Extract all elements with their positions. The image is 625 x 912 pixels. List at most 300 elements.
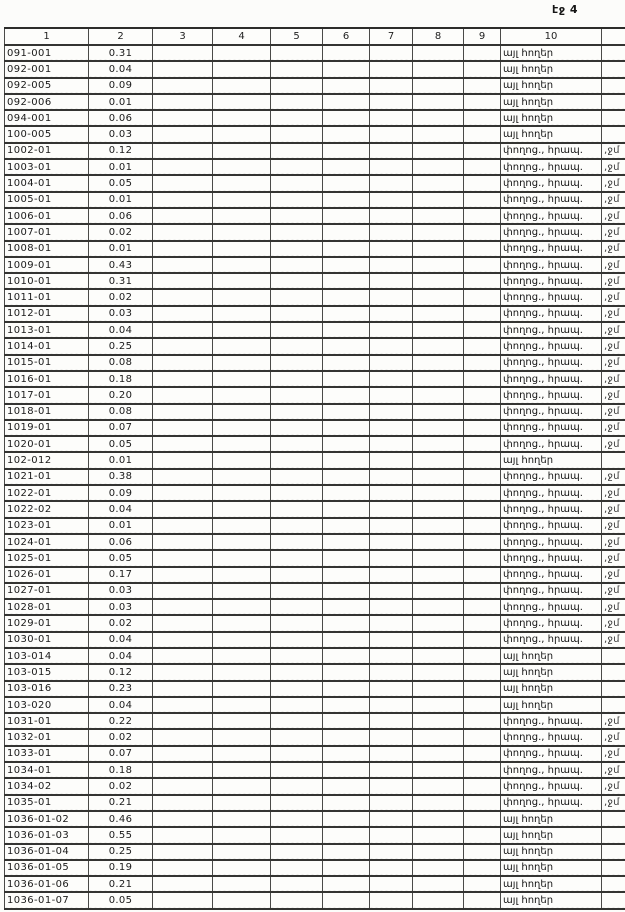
empty-cell (213, 795, 271, 811)
margin-note: ,ջմ (602, 501, 625, 517)
area-value-cell: 0.04 (89, 501, 153, 517)
empty-cell (370, 273, 413, 289)
land-use-cell: փողոց., հրապ. (501, 713, 602, 729)
empty-cell (370, 876, 413, 892)
margin-note: ,ջմ (602, 436, 625, 452)
empty-cell (413, 860, 464, 876)
empty-cell (153, 306, 213, 322)
empty-cell (153, 371, 213, 387)
empty-cell (323, 567, 370, 583)
empty-cell (323, 322, 370, 338)
empty-cell (413, 387, 464, 403)
empty-cell (413, 501, 464, 517)
empty-cell (213, 583, 271, 599)
empty-cell (464, 355, 501, 371)
margin-note: ,ջմ (602, 387, 625, 403)
area-value-cell: 0.03 (89, 599, 153, 615)
empty-cell (271, 615, 323, 631)
empty-cell (271, 143, 323, 159)
empty-cell (323, 681, 370, 697)
empty-cell (153, 501, 213, 517)
empty-cell (213, 110, 271, 126)
empty-cell (213, 338, 271, 354)
empty-cell (413, 289, 464, 305)
table-row (5, 420, 625, 436)
empty-cell (213, 404, 271, 420)
margin-note (602, 827, 625, 843)
empty-cell (271, 273, 323, 289)
empty-cell (271, 241, 323, 257)
empty-cell (413, 550, 464, 566)
empty-cell (213, 387, 271, 403)
empty-cell (153, 192, 213, 208)
empty-cell (413, 159, 464, 175)
area-value-cell: 0.21 (89, 795, 153, 811)
empty-cell (271, 452, 323, 468)
empty-cell (213, 860, 271, 876)
empty-cell (413, 567, 464, 583)
area-value-cell: 0.07 (89, 746, 153, 762)
empty-cell (153, 827, 213, 843)
land-use-cell: այլ հողեր (501, 664, 602, 680)
table-row (5, 632, 625, 648)
empty-cell (370, 681, 413, 697)
area-value-cell: 0.01 (89, 94, 153, 110)
margin-note (602, 452, 625, 468)
empty-cell (370, 126, 413, 142)
empty-cell (323, 143, 370, 159)
parcel-code-cell: 1020-01 (5, 436, 89, 452)
empty-cell (413, 306, 464, 322)
empty-cell (271, 322, 323, 338)
land-use-cell: փողոց., հրապ. (501, 469, 602, 485)
parcel-code-cell: 1035-01 (5, 795, 89, 811)
empty-cell (370, 811, 413, 827)
area-value-cell: 0.06 (89, 534, 153, 550)
empty-cell (413, 45, 464, 61)
land-use-cell: այլ հողեր (501, 811, 602, 827)
empty-cell (323, 126, 370, 142)
empty-cell (464, 224, 501, 240)
margin-note: ,ջմ (602, 518, 625, 534)
empty-cell (370, 338, 413, 354)
empty-cell (464, 322, 501, 338)
empty-cell (153, 567, 213, 583)
empty-cell (213, 257, 271, 273)
area-value-cell: 0.31 (89, 45, 153, 61)
empty-cell (370, 648, 413, 664)
empty-cell (464, 729, 501, 745)
margin-note: ,ջմ (602, 567, 625, 583)
empty-cell (213, 420, 271, 436)
empty-cell (271, 485, 323, 501)
empty-cell (213, 681, 271, 697)
empty-cell (323, 844, 370, 860)
margin-note (602, 110, 625, 126)
empty-cell (153, 892, 213, 908)
land-use-cell: փողոց., հրապ. (501, 615, 602, 631)
empty-cell (370, 632, 413, 648)
land-use-cell: այլ հողեր (501, 94, 602, 110)
empty-cell (271, 599, 323, 615)
empty-cell (464, 583, 501, 599)
empty-cell (323, 110, 370, 126)
empty-cell (271, 632, 323, 648)
parcel-code-cell: 103-014 (5, 648, 89, 664)
land-use-cell: այլ հողեր (501, 45, 602, 61)
empty-cell (323, 892, 370, 908)
empty-cell (464, 420, 501, 436)
empty-cell (413, 371, 464, 387)
empty-cell (370, 306, 413, 322)
empty-cell (323, 45, 370, 61)
empty-cell (271, 257, 323, 273)
empty-cell (464, 452, 501, 468)
empty-cell (370, 175, 413, 191)
table-row (5, 746, 625, 762)
parcel-code-cell: 1002-01 (5, 143, 89, 159)
parcel-code-cell: 1012-01 (5, 306, 89, 322)
column-header-5: 5 (271, 28, 323, 45)
parcel-code-cell: 092-006 (5, 94, 89, 110)
parcel-code-cell: 103-016 (5, 681, 89, 697)
margin-note: ,ջմ (602, 273, 625, 289)
parcel-code-cell: 091-001 (5, 45, 89, 61)
empty-cell (153, 208, 213, 224)
table-row (5, 371, 625, 387)
empty-cell (213, 452, 271, 468)
empty-cell (153, 452, 213, 468)
parcel-code-cell: 103-015 (5, 664, 89, 680)
empty-cell (413, 615, 464, 631)
empty-cell (464, 338, 501, 354)
area-value-cell: 0.02 (89, 289, 153, 305)
empty-cell (153, 664, 213, 680)
parcel-code-cell: 092-005 (5, 78, 89, 94)
empty-cell (323, 289, 370, 305)
empty-cell (153, 795, 213, 811)
empty-cell (370, 664, 413, 680)
empty-cell (271, 713, 323, 729)
empty-cell (271, 126, 323, 142)
empty-cell (271, 892, 323, 908)
empty-cell (370, 322, 413, 338)
empty-cell (153, 811, 213, 827)
area-value-cell: 0.01 (89, 452, 153, 468)
area-value-cell: 0.04 (89, 322, 153, 338)
empty-cell (370, 159, 413, 175)
empty-cell (153, 583, 213, 599)
land-use-cell: այլ հողեր (501, 648, 602, 664)
table-row (5, 159, 625, 175)
parcel-code-cell: 1013-01 (5, 322, 89, 338)
area-value-cell: 0.22 (89, 713, 153, 729)
empty-cell (271, 404, 323, 420)
parcel-code-cell: 1036-01-06 (5, 876, 89, 892)
parcel-code-cell: 1017-01 (5, 387, 89, 403)
empty-cell (153, 713, 213, 729)
empty-cell (464, 208, 501, 224)
land-use-cell: փողոց., հրապ. (501, 762, 602, 778)
parcel-code-cell: 102-012 (5, 452, 89, 468)
land-use-cell: փողոց., հրապ. (501, 143, 602, 159)
parcel-code-cell: 100-005 (5, 126, 89, 142)
empty-cell (153, 126, 213, 142)
empty-cell (370, 404, 413, 420)
empty-cell (323, 550, 370, 566)
empty-cell (413, 452, 464, 468)
area-value-cell: 0.03 (89, 126, 153, 142)
empty-cell (213, 599, 271, 615)
empty-cell (413, 94, 464, 110)
empty-cell (464, 273, 501, 289)
empty-cell (464, 567, 501, 583)
empty-cell (323, 257, 370, 273)
empty-cell (271, 110, 323, 126)
empty-cell (213, 78, 271, 94)
table-row (5, 778, 625, 794)
land-use-cell: փողոց., հրապ. (501, 159, 602, 175)
margin-note: ,ջմ (602, 550, 625, 566)
empty-cell (370, 485, 413, 501)
empty-cell (213, 713, 271, 729)
empty-cell (213, 844, 271, 860)
margin-note: ,ջմ (602, 257, 625, 273)
area-value-cell: 0.07 (89, 420, 153, 436)
table-row (5, 811, 625, 827)
parcel-code-cell: 094-001 (5, 110, 89, 126)
empty-cell (153, 844, 213, 860)
land-use-cell: փողոց., հրապ. (501, 518, 602, 534)
empty-cell (271, 697, 323, 713)
empty-cell (464, 681, 501, 697)
empty-cell (323, 224, 370, 240)
table-row (5, 762, 625, 778)
land-use-cell: փողոց., հրապ. (501, 583, 602, 599)
empty-cell (370, 583, 413, 599)
empty-cell (213, 697, 271, 713)
empty-cell (323, 273, 370, 289)
margin-note: ,ջմ (602, 322, 625, 338)
empty-cell (464, 648, 501, 664)
land-use-cell: փողոց., հրապ. (501, 778, 602, 794)
empty-cell (271, 648, 323, 664)
table-row (5, 795, 625, 811)
empty-cell (413, 110, 464, 126)
parcel-code-cell: 1026-01 (5, 567, 89, 583)
table-header (5, 28, 625, 45)
parcel-code-cell: 103-020 (5, 697, 89, 713)
empty-cell (153, 485, 213, 501)
empty-cell (213, 322, 271, 338)
area-value-cell: 0.05 (89, 892, 153, 908)
empty-cell (213, 664, 271, 680)
empty-cell (213, 241, 271, 257)
table-row (5, 876, 625, 892)
empty-cell (323, 534, 370, 550)
margin-note: ,ջմ (602, 420, 625, 436)
empty-cell (271, 729, 323, 745)
empty-cell (370, 241, 413, 257)
empty-cell (370, 729, 413, 745)
land-use-cell: այլ հողեր (501, 844, 602, 860)
empty-cell (213, 648, 271, 664)
land-use-cell: փողոց., հրապ. (501, 404, 602, 420)
margin-note: ,ջմ (602, 192, 625, 208)
area-value-cell: 0.18 (89, 371, 153, 387)
area-value-cell: 0.17 (89, 567, 153, 583)
empty-cell (464, 78, 501, 94)
land-use-cell: փողոց., հրապ. (501, 485, 602, 501)
empty-cell (323, 795, 370, 811)
empty-cell (153, 615, 213, 631)
empty-cell (323, 729, 370, 745)
empty-cell (413, 208, 464, 224)
empty-cell (271, 159, 323, 175)
table-row (5, 306, 625, 322)
empty-cell (323, 452, 370, 468)
parcel-code-cell: 092-001 (5, 61, 89, 77)
empty-cell (370, 257, 413, 273)
margin-note (602, 45, 625, 61)
empty-cell (153, 338, 213, 354)
empty-cell (413, 599, 464, 615)
empty-cell (153, 550, 213, 566)
land-use-cell: փողոց., հրապ. (501, 257, 602, 273)
land-use-cell: փողոց., հրապ. (501, 632, 602, 648)
area-value-cell: 0.19 (89, 860, 153, 876)
land-use-cell: այլ հողեր (501, 681, 602, 697)
area-value-cell: 0.12 (89, 143, 153, 159)
margin-note: ,ջմ (602, 599, 625, 615)
empty-cell (213, 371, 271, 387)
area-value-cell: 0.09 (89, 78, 153, 94)
empty-cell (153, 729, 213, 745)
empty-cell (370, 599, 413, 615)
land-use-cell: այլ հողեր (501, 126, 602, 142)
parcel-code-cell: 1006-01 (5, 208, 89, 224)
area-value-cell: 0.06 (89, 208, 153, 224)
parcel-code-cell: 1018-01 (5, 404, 89, 420)
table-row (5, 827, 625, 843)
empty-cell (370, 61, 413, 77)
empty-cell (153, 159, 213, 175)
empty-cell (213, 550, 271, 566)
parcel-code-cell: 1031-01 (5, 713, 89, 729)
table-row (5, 599, 625, 615)
empty-cell (271, 192, 323, 208)
parcel-code-cell: 1024-01 (5, 534, 89, 550)
column-header-10: 10 (501, 28, 602, 45)
empty-cell (213, 61, 271, 77)
empty-cell (153, 289, 213, 305)
empty-cell (464, 844, 501, 860)
empty-cell (413, 404, 464, 420)
empty-cell (153, 273, 213, 289)
area-value-cell: 0.38 (89, 469, 153, 485)
table-row (5, 729, 625, 745)
margin-note (602, 844, 625, 860)
empty-cell (464, 550, 501, 566)
area-value-cell: 0.04 (89, 61, 153, 77)
table-row (5, 192, 625, 208)
empty-cell (413, 420, 464, 436)
margin-note (602, 94, 625, 110)
margin-note: ,ջմ (602, 469, 625, 485)
parcel-code-cell: 1036-01-03 (5, 827, 89, 843)
empty-cell (413, 795, 464, 811)
empty-cell (464, 615, 501, 631)
empty-cell (323, 371, 370, 387)
empty-cell (323, 94, 370, 110)
empty-cell (153, 257, 213, 273)
empty-cell (413, 876, 464, 892)
area-value-cell: 0.06 (89, 110, 153, 126)
table-row (5, 175, 625, 191)
empty-cell (323, 175, 370, 191)
column-header-3: 3 (153, 28, 213, 45)
area-value-cell: 0.25 (89, 338, 153, 354)
empty-cell (464, 713, 501, 729)
empty-cell (370, 844, 413, 860)
parcel-code-cell: 1030-01 (5, 632, 89, 648)
parcel-code-cell: 1032-01 (5, 729, 89, 745)
land-use-cell: փողոց., հրապ. (501, 599, 602, 615)
empty-cell (370, 355, 413, 371)
empty-cell (271, 795, 323, 811)
empty-cell (413, 224, 464, 240)
empty-cell (370, 827, 413, 843)
empty-cell (213, 567, 271, 583)
land-use-cell: փողոց., հրապ. (501, 192, 602, 208)
empty-cell (370, 778, 413, 794)
empty-cell (213, 208, 271, 224)
empty-cell (370, 110, 413, 126)
parcel-code-cell: 1033-01 (5, 746, 89, 762)
empty-cell (271, 338, 323, 354)
table-row (5, 224, 625, 240)
empty-cell (464, 257, 501, 273)
empty-cell (413, 469, 464, 485)
empty-cell (153, 436, 213, 452)
land-use-cell: փողոց., հրապ. (501, 371, 602, 387)
empty-cell (271, 355, 323, 371)
empty-cell (413, 681, 464, 697)
area-value-cell: 0.21 (89, 876, 153, 892)
empty-cell (153, 469, 213, 485)
column-header-9: 9 (464, 28, 501, 45)
empty-cell (464, 126, 501, 142)
empty-cell (323, 501, 370, 517)
empty-cell (323, 827, 370, 843)
parcel-code-cell: 1014-01 (5, 338, 89, 354)
land-use-cell: այլ հողեր (501, 892, 602, 908)
land-use-cell: այլ հողեր (501, 697, 602, 713)
empty-cell (370, 387, 413, 403)
empty-cell (323, 664, 370, 680)
empty-cell (370, 795, 413, 811)
margin-note: ,ջմ (602, 143, 625, 159)
empty-cell (464, 599, 501, 615)
area-value-cell: 0.04 (89, 697, 153, 713)
table-row (5, 860, 625, 876)
land-use-cell: այլ հողեր (501, 876, 602, 892)
empty-cell (153, 697, 213, 713)
margin-note: ,ջմ (602, 355, 625, 371)
table-row (5, 289, 625, 305)
table-row (5, 45, 625, 61)
empty-cell (323, 78, 370, 94)
